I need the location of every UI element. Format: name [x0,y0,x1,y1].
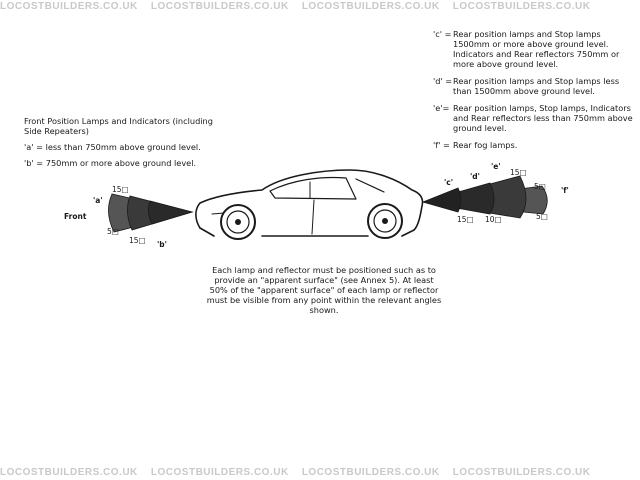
rear-wheel [368,204,402,238]
watermark-text: LOCOSTBUILDERS.CO.UK [301,1,440,12]
watermark-text: LOCOSTBUILDERS.CO.UK [301,467,440,478]
legend-key: 'c' = [433,29,452,39]
rear-angle-bot-d: 10□ [485,215,502,224]
front-angle-top: 15□ [112,185,129,194]
front-cone-inner [148,201,192,224]
rear-angle-top-f: 5□ [534,182,546,191]
legend-key: 'f' = [433,140,450,150]
rear-angle-top-e: 15□ [510,168,527,177]
front-label-a: 'a' [93,196,103,205]
front-cones [108,194,192,232]
front-label: Front [64,212,87,221]
rear-label-d: 'd' [470,172,480,181]
rear-hub [382,218,388,224]
legend-desc: Rear fog lamps. [453,140,518,150]
front-legend-a: 'a' = less than 750mm above ground level. [24,142,201,152]
front-wheel [221,205,255,239]
rear-label-f: 'f' [561,186,569,195]
watermark-text: LOCOSTBUILDERS.CO.UK [150,1,289,12]
rear-angle-bot-c: 15□ [457,215,474,224]
rear-label-e: 'e' [491,162,501,171]
front-angle-bottom: 15□ [129,236,146,245]
watermark-text: LOCOSTBUILDERS.CO.UK [0,1,138,12]
car-front-bottom [200,228,214,236]
rear-label-c: 'c' [444,178,454,187]
car-door-line [312,200,314,234]
legend-key: 'e'= [433,103,450,113]
car-rear-pillar [356,179,384,192]
legend-desc: Rear position lamps and Stop lamps less than 1500mm above ground level. [453,76,620,96]
watermark-text: LOCOSTBUILDERS.CO.UK [0,467,138,478]
rear-angle-bot-f: 5□ [536,212,548,221]
rear-cone-c [423,188,461,212]
front-legend-b: 'b' = 750mm or more above ground level. [24,158,197,168]
legend-desc: Rear position lamps, Stop lamps, Indicators and Rear reflectors less than 750mm above ground level. [453,103,633,133]
watermark-bottom [0,466,640,480]
watermark-text: LOCOSTBUILDERS.CO.UK [452,467,591,478]
front-legend-title: Front Position Lamps and Indicators (including Side Repeaters) [24,116,213,136]
rear-cones [423,176,547,218]
legend-desc: Rear position lamps and Stop lamps 1500mm or more above ground level. Indicators and Rear reflectors 750mm or more above ground level. [453,29,620,69]
front-label-b: 'b' [157,240,167,249]
front-hub [235,219,241,225]
legend-key: 'd' = [433,76,453,86]
watermark-text: LOCOSTBUILDERS.CO.UK [150,467,289,478]
watermark-text: LOCOSTBUILDERS.CO.UK [452,1,591,12]
front-angle-low: 5□ [107,227,119,236]
caption: Each lamp and reflector must be positioned such as to provide an "apparent surface" (see Annex 5). At least 50% of the "apparent surface" of each lamp or reflector must be visible from any point within the relevant angles shown. [206,265,442,315]
